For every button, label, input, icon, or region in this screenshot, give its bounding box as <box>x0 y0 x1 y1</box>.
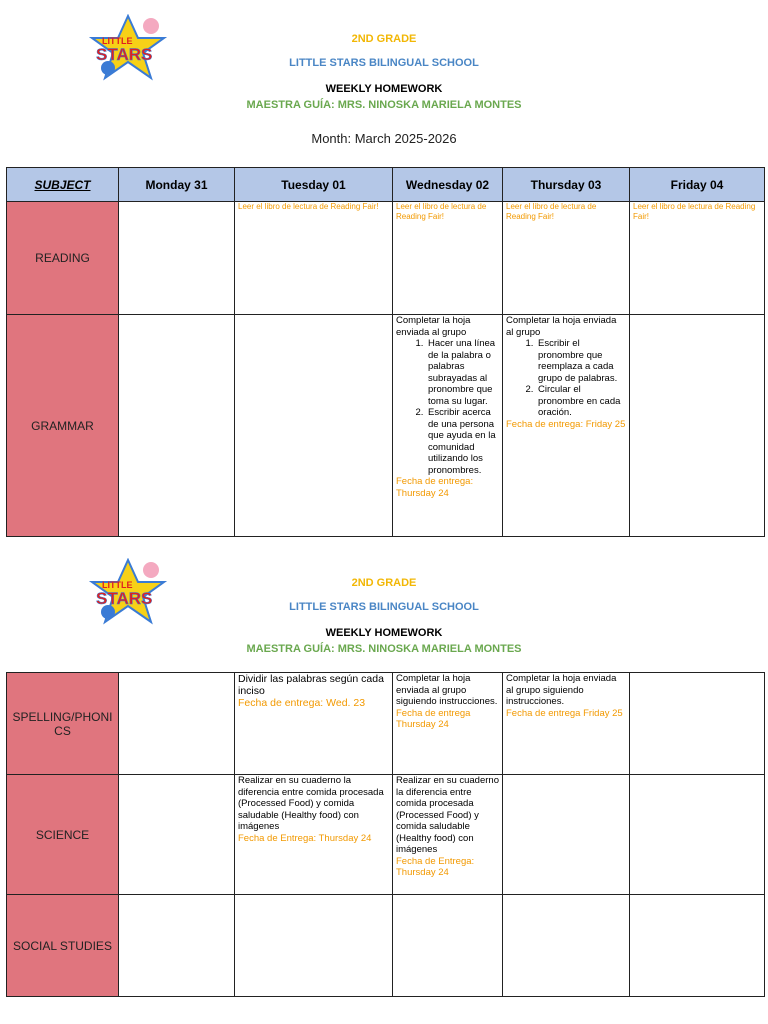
weekly-homework-title: WEEKLY HOMEWORK <box>325 627 443 639</box>
table-row-spelling <box>7 673 765 775</box>
school-name: LITTLE STARS BILINGUAL SCHOOL <box>289 57 479 69</box>
grammar-wednesday-cell <box>393 315 503 537</box>
reading-wednesday-cell <box>393 202 503 315</box>
spelling-wednesday-task <box>393 673 502 731</box>
little-stars-logo <box>88 558 170 626</box>
grammar-thursday-lead: Completar la hoja enviada al grupo <box>506 315 617 338</box>
subject-social-studies: SOCIAL STUDIES <box>7 895 119 997</box>
science-tuesday-lead: Realizar en su cuaderno la diferencia entre comida procesada (Processed Food) y comida saludable (Healthy food) con imágenes <box>238 775 384 832</box>
social-monday-cell <box>119 895 235 997</box>
spelling-thursday-due: Fecha de entrega Friday 25 <box>506 707 623 719</box>
grade-title: 2ND GRADE <box>351 577 417 589</box>
column-header-tuesday: Tuesday 01 <box>235 168 393 202</box>
spelling-thursday-cell <box>503 673 630 775</box>
column-header-thursday: Thursday 03 <box>503 168 630 202</box>
science-wednesday-lead: Realizar en su cuaderno la diferencia entre comida procesada (Processed Food) y comida saludable (Healthy food) con imágenes <box>396 775 499 855</box>
grammar-wednesday-list <box>396 338 499 476</box>
reading-wednesday-task: Leer el libro de lectura de Reading Fair! <box>396 202 487 221</box>
reading-monday-cell <box>119 202 235 315</box>
spelling-wednesday-cell <box>393 673 503 775</box>
grammar-thursday-list <box>506 338 626 419</box>
table-row-grammar <box>7 315 765 537</box>
reading-thursday-task: Leer el libro de lectura de Reading Fair! <box>506 202 597 221</box>
table-row-reading <box>7 202 765 315</box>
spelling-wednesday-due: Fecha de entrega Thursday 24 <box>396 707 471 730</box>
grammar-wednesday-task <box>393 315 502 499</box>
spelling-tuesday-task <box>235 673 392 709</box>
reading-tuesday-task: Leer el libro de lectura de Reading Fair! <box>238 202 379 211</box>
grammar-tuesday-cell <box>235 315 393 537</box>
grammar-thursday-due: Fecha de entrega: Friday 25 <box>506 418 626 430</box>
column-header-subject: SUBJECT <box>7 168 119 202</box>
spelling-tuesday-due: Fecha de entrega: Wed. 23 <box>238 697 366 709</box>
weekly-homework-title: WEEKLY HOMEWORK <box>325 83 443 95</box>
subject-reading: READING <box>7 202 119 315</box>
svg-text:LITTLE: LITTLE <box>102 36 133 46</box>
science-friday-cell <box>630 775 765 895</box>
grammar-wednesday-due: Fecha de entrega: Thursday 24 <box>396 476 474 499</box>
table-row-social-studies <box>7 895 765 997</box>
science-tuesday-due: Fecha de Entrega: Thursday 24 <box>238 832 372 844</box>
reading-friday-cell <box>630 202 765 315</box>
spelling-monday-cell <box>119 673 235 775</box>
table-row-science <box>7 775 765 895</box>
grammar-thursday-cell <box>503 315 630 537</box>
column-header-wednesday: Wednesday 02 <box>393 168 503 202</box>
social-friday-cell <box>630 895 765 997</box>
spelling-tuesday-lead: Dividir las palabras según cada inciso <box>238 673 384 697</box>
list-item: 1. Escribir el pronombre que reemplaza a cada grupo de palabras. <box>536 338 626 384</box>
grade-title: 2ND GRADE <box>351 33 417 45</box>
list-item: 2. Circular el pronombre en cada oración. <box>536 384 626 419</box>
svg-text:STARS: STARS <box>96 589 153 608</box>
spelling-thursday-lead: Completar la hoja enviada al grupo siguiendo instrucciones. <box>506 673 617 707</box>
list-item: 1. Hacer una línea de la palabra o palabras subrayadas al pronombre que toma su lugar. <box>426 338 499 407</box>
spelling-thursday-task <box>503 673 629 719</box>
column-header-monday: Monday 31 <box>119 168 235 202</box>
science-wednesday-due: Fecha de Entrega: Thursday 24 <box>396 855 475 878</box>
science-tuesday-task <box>235 775 392 844</box>
subject-spelling: SPELLING/PHONICS <box>7 673 119 775</box>
spelling-tuesday-cell <box>235 673 393 775</box>
spelling-wednesday-lead: Completar la hoja enviada al grupo siguiendo instrucciones. <box>396 673 498 707</box>
month-label: Month: March 2025-2026 <box>311 131 457 146</box>
svg-text:LITTLE: LITTLE <box>102 580 133 590</box>
science-wednesday-task <box>393 775 502 879</box>
homework-table-2 <box>6 672 765 997</box>
reading-thursday-cell <box>503 202 630 315</box>
science-tuesday-cell <box>235 775 393 895</box>
teacher-name: MAESTRA GUÍA: MRS. NINOSKA MARIELA MONTES <box>246 99 522 111</box>
grammar-wednesday-lead: Completar la hoja enviada al grupo <box>396 315 471 338</box>
table-header-row <box>7 168 765 202</box>
spelling-friday-cell <box>630 673 765 775</box>
column-header-friday: Friday 04 <box>630 168 765 202</box>
social-tuesday-cell <box>235 895 393 997</box>
reading-tuesday-cell <box>235 202 393 315</box>
grammar-friday-cell <box>630 315 765 537</box>
social-wednesday-cell <box>393 895 503 997</box>
svg-text:STARS: STARS <box>96 45 153 64</box>
science-thursday-cell <box>503 775 630 895</box>
homework-table-1 <box>6 167 765 537</box>
reading-friday-task: Leer el libro de lectura de Reading Fair! <box>633 202 756 221</box>
social-thursday-cell <box>503 895 630 997</box>
list-item: 2. Escribir acerca de una persona que ayuda en la comunidad utilizando los pronombres. <box>426 407 499 476</box>
science-wednesday-cell <box>393 775 503 895</box>
grammar-thursday-task <box>503 315 629 430</box>
science-monday-cell <box>119 775 235 895</box>
teacher-name: MAESTRA GUÍA: MRS. NINOSKA MARIELA MONTES <box>246 643 522 655</box>
subject-science: SCIENCE <box>7 775 119 895</box>
school-name: LITTLE STARS BILINGUAL SCHOOL <box>289 601 479 613</box>
grammar-monday-cell <box>119 315 235 537</box>
little-stars-logo <box>88 14 170 82</box>
subject-grammar: GRAMMAR <box>7 315 119 537</box>
